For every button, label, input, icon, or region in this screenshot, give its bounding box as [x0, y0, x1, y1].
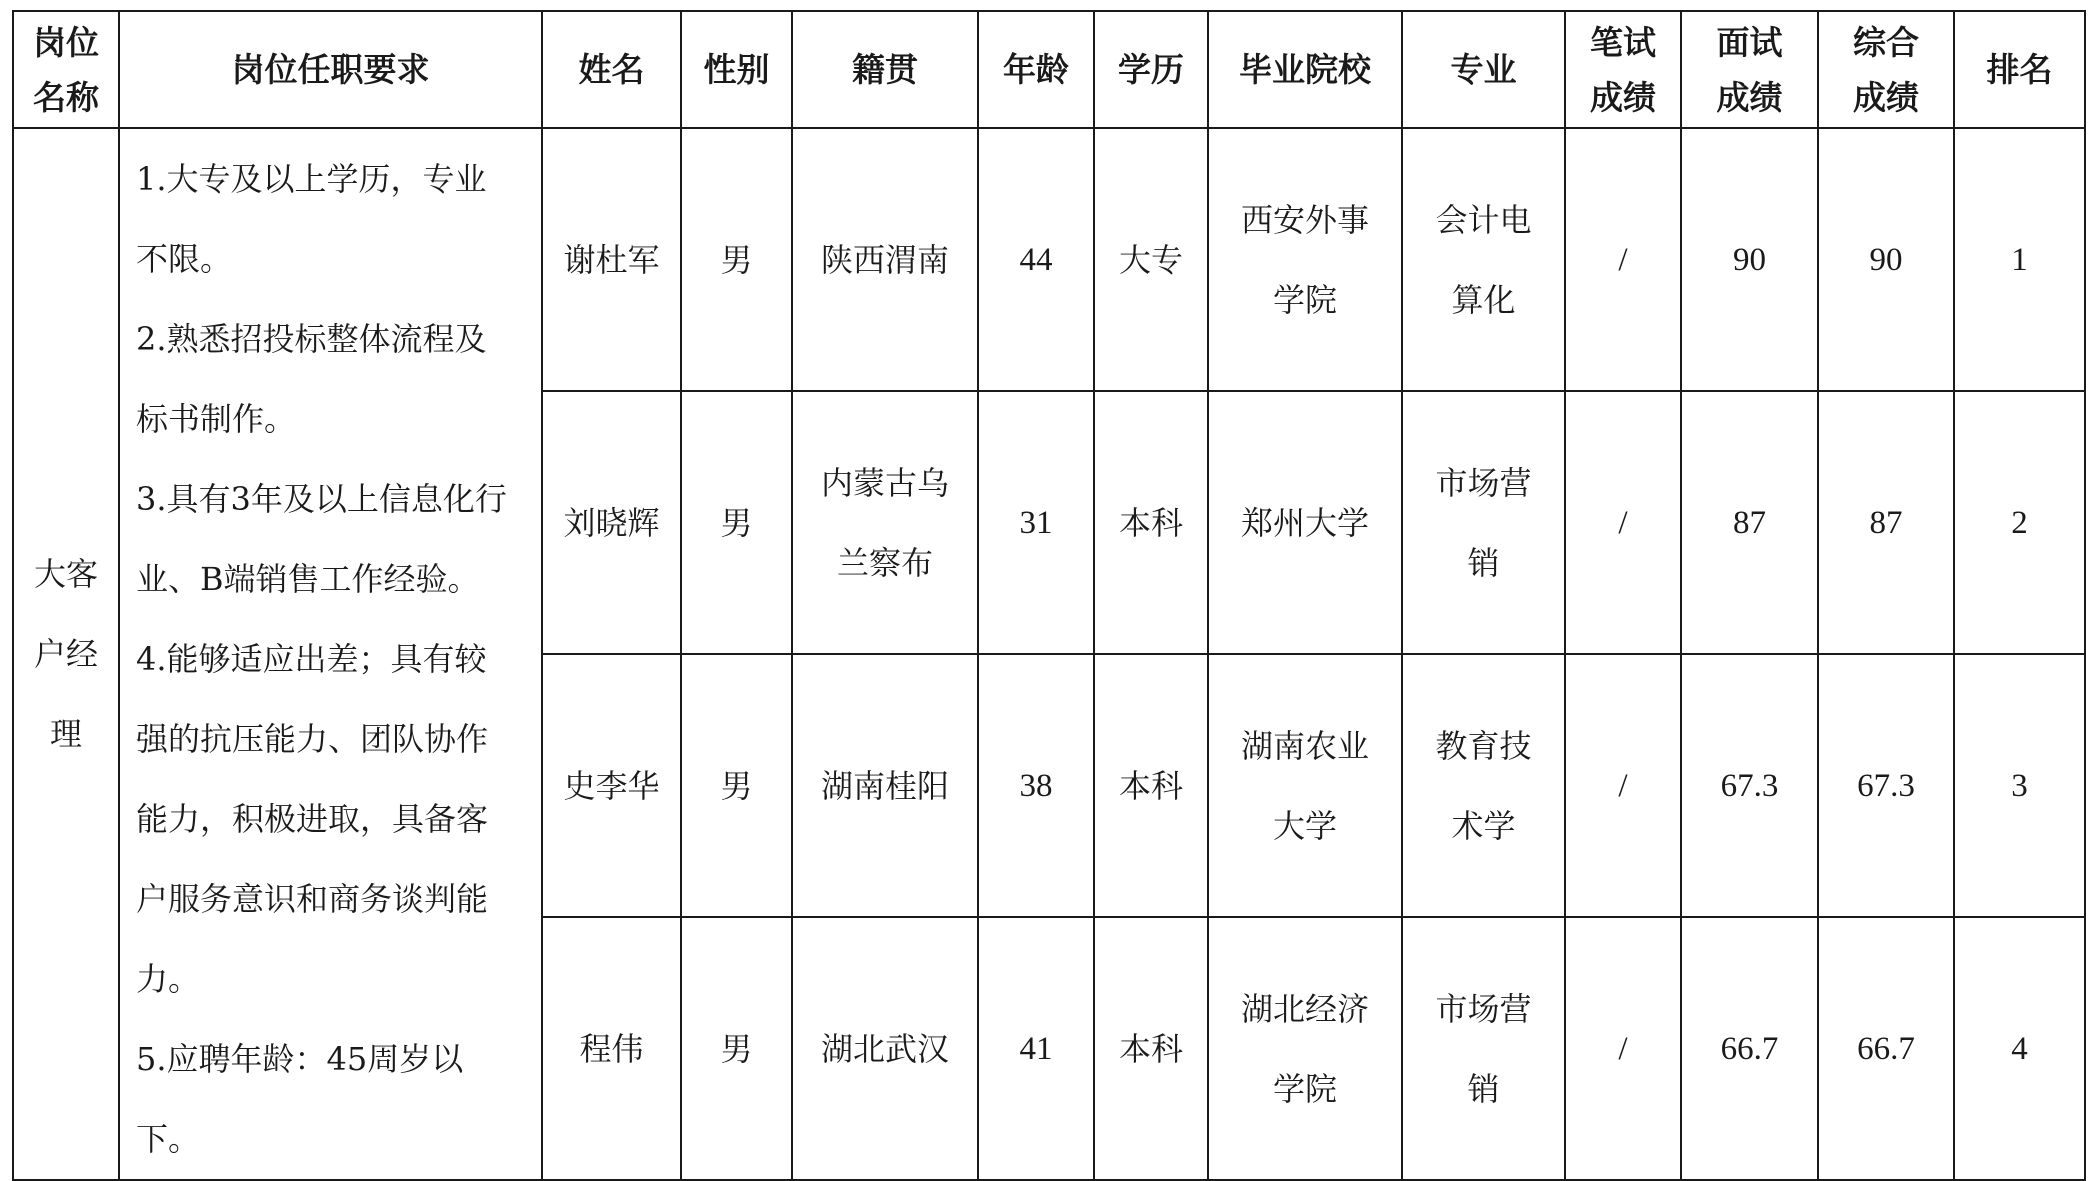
header-origin: 籍贯 — [792, 11, 978, 128]
requirement-line: 业、B端销售工作经验。 — [136, 560, 480, 598]
school-line: 学院 — [1272, 280, 1337, 319]
school-line: 湖北经济 — [1240, 989, 1369, 1028]
major-line: 术学 — [1451, 806, 1516, 845]
cell-major — [1402, 391, 1565, 654]
major-line: 市场营 — [1435, 989, 1532, 1028]
requirement-line: 户服务意识和商务谈判能 — [136, 880, 489, 918]
cell-origin — [792, 654, 978, 917]
header-age: 年龄 — [978, 11, 1094, 128]
header-written-line: 笔试 — [1590, 22, 1656, 62]
cell-name: 史李华 — [542, 654, 681, 917]
cell-school — [1208, 917, 1402, 1180]
cell-rank: 2 — [1954, 391, 2085, 654]
cell-age: 41 — [978, 917, 1094, 1180]
cell-written-score: / — [1565, 128, 1681, 391]
cell-age: 31 — [978, 391, 1094, 654]
school-line: 学院 — [1272, 1069, 1337, 1108]
header-overall-line: 成绩 — [1853, 77, 1919, 117]
cell-origin — [792, 128, 978, 391]
cell-age: 38 — [978, 654, 1094, 917]
header-interview-line: 成绩 — [1716, 77, 1783, 117]
candidate-results-table — [12, 10, 2086, 1181]
origin-line: 湖南桂阳 — [820, 766, 949, 805]
requirement-line: 1.大专及以上学历，专业 — [136, 160, 487, 198]
header-interview-line: 面试 — [1716, 22, 1783, 62]
cell-education: 本科 — [1094, 917, 1208, 1180]
header-row — [13, 11, 2085, 128]
header-requirements: 岗位任职要求 — [119, 11, 542, 128]
header-position-line: 岗位 — [33, 22, 99, 62]
requirement-line: 力。 — [136, 960, 201, 998]
school-line: 湖南农业 — [1240, 726, 1369, 765]
major-line: 销 — [1467, 1069, 1500, 1108]
header-written-score — [1565, 11, 1681, 128]
school-line: 西安外事 — [1240, 200, 1369, 239]
header-major: 专业 — [1402, 11, 1565, 128]
major-line: 教育技 — [1435, 726, 1532, 765]
header-interview-score — [1681, 11, 1818, 128]
cell-school — [1208, 128, 1402, 391]
origin-line: 陕西渭南 — [820, 240, 949, 279]
cell-overall-score: 67.3 — [1818, 654, 1954, 917]
requirement-line: 不限。 — [136, 240, 233, 278]
requirements-cell — [119, 128, 542, 1180]
header-written-line: 成绩 — [1590, 77, 1656, 117]
origin-line: 湖北武汉 — [820, 1029, 949, 1068]
requirement-line: 能力，积极进取，具备客 — [136, 800, 489, 838]
origin-line: 内蒙古乌 — [820, 463, 949, 502]
cell-gender: 男 — [681, 391, 792, 654]
cell-education: 大专 — [1094, 128, 1208, 391]
cell-interview-score: 66.7 — [1681, 917, 1818, 1180]
header-overall-score — [1818, 11, 1954, 128]
cell-age: 44 — [978, 128, 1094, 391]
cell-rank: 4 — [1954, 917, 2085, 1180]
origin-line: 兰察布 — [836, 543, 933, 582]
cell-origin — [792, 391, 978, 654]
position-line: 理 — [49, 715, 82, 753]
requirement-line: 标书制作。 — [136, 400, 297, 438]
cell-school — [1208, 391, 1402, 654]
cell-major — [1402, 128, 1565, 391]
cell-overall-score: 90 — [1818, 128, 1954, 391]
table-row — [13, 128, 2085, 391]
cell-major — [1402, 917, 1565, 1180]
cell-gender: 男 — [681, 917, 792, 1180]
requirement-line: 5.应聘年龄：45周岁以 — [136, 1040, 464, 1078]
header-rank: 排名 — [1954, 11, 2085, 128]
requirement-line: 2.熟悉招投标整体流程及 — [136, 320, 487, 358]
header-gender: 性别 — [681, 11, 792, 128]
major-line: 会计电 — [1435, 200, 1532, 239]
cell-interview-score: 87 — [1681, 391, 1818, 654]
cell-gender: 男 — [681, 654, 792, 917]
header-position-line: 名称 — [33, 77, 99, 117]
requirement-line: 强的抗压能力、团队协作 — [136, 720, 489, 758]
requirement-line: 3.具有3年及以上信息化行 — [136, 480, 507, 518]
cell-written-score: / — [1565, 654, 1681, 917]
cell-interview-score: 90 — [1681, 128, 1818, 391]
major-line: 市场营 — [1435, 463, 1532, 502]
cell-name: 谢杜军 — [542, 128, 681, 391]
school-line: 郑州大学 — [1240, 503, 1369, 542]
cell-interview-score: 67.3 — [1681, 654, 1818, 917]
cell-overall-score: 66.7 — [1818, 917, 1954, 1180]
cell-name: 刘晓辉 — [542, 391, 681, 654]
cell-school — [1208, 654, 1402, 917]
cell-rank: 3 — [1954, 654, 2085, 917]
requirement-line: 4.能够适应出差；具有较 — [136, 640, 487, 678]
cell-education: 本科 — [1094, 391, 1208, 654]
requirement-line: 下。 — [136, 1120, 201, 1158]
header-overall-line: 综合 — [1853, 22, 1919, 62]
header-position — [13, 11, 119, 128]
cell-gender: 男 — [681, 128, 792, 391]
cell-name: 程伟 — [542, 917, 681, 1180]
cell-written-score: / — [1565, 391, 1681, 654]
header-name: 姓名 — [542, 11, 681, 128]
header-school: 毕业院校 — [1208, 11, 1402, 128]
position-line: 户经 — [33, 635, 98, 673]
major-line: 算化 — [1451, 280, 1516, 319]
position-cell — [13, 128, 119, 1180]
cell-rank: 1 — [1954, 128, 2085, 391]
header-education: 学历 — [1094, 11, 1208, 128]
cell-origin — [792, 917, 978, 1180]
position-line: 大客 — [33, 555, 98, 593]
cell-education: 本科 — [1094, 654, 1208, 917]
cell-overall-score: 87 — [1818, 391, 1954, 654]
major-line: 销 — [1467, 543, 1500, 582]
cell-written-score: / — [1565, 917, 1681, 1180]
school-line: 大学 — [1272, 806, 1337, 845]
cell-major — [1402, 654, 1565, 917]
